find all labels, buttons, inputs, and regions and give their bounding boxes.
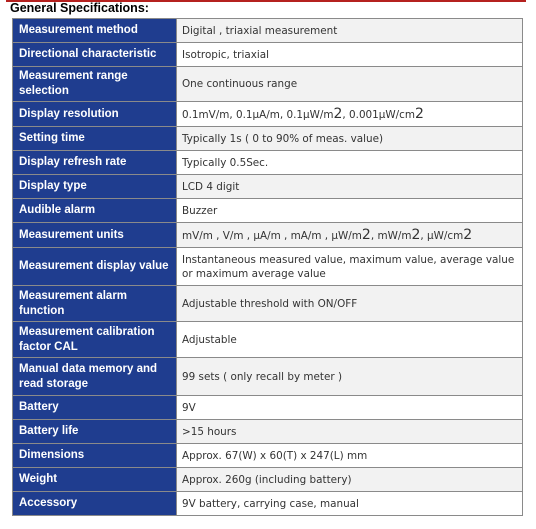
spec-label: Measurement calibration factor CAL — [13, 322, 177, 358]
spec-label: Battery life — [13, 420, 177, 444]
value-text: , mW/m — [370, 229, 412, 242]
spec-label: Setting time — [13, 127, 177, 151]
spec-value: Buzzer — [177, 199, 523, 223]
spec-value: Instantaneous measured value, maximum value, average value or maximum average value — [177, 248, 523, 286]
table-row — [13, 358, 523, 396]
table-row — [13, 199, 523, 223]
spec-label: Measurement range selection — [13, 67, 177, 102]
value-text: mV/m , V/m , μA/m , mA/m , μW/m — [182, 229, 362, 242]
spec-label: Accessory — [13, 492, 177, 516]
superscript-two: 2 — [333, 105, 343, 122]
spec-label: Weight — [13, 468, 177, 492]
spec-value: One continuous range — [177, 67, 523, 102]
spec-label: Measurement display value — [13, 248, 177, 286]
table-row — [13, 43, 523, 67]
spec-label: Dimensions — [13, 444, 177, 468]
superscript-two: 2 — [411, 226, 421, 243]
spec-value: Typically 0.5Sec. — [177, 151, 523, 175]
value-text: , μW/cm — [420, 229, 464, 242]
spec-value: 9V battery, carrying case, manual — [177, 492, 523, 516]
spec-label: Display resolution — [13, 102, 177, 127]
table-row — [13, 420, 523, 444]
table-row — [13, 175, 523, 199]
table-row — [13, 223, 523, 248]
table-row — [13, 67, 523, 102]
spec-label: Battery — [13, 396, 177, 420]
spec-label: Measurement alarm function — [13, 286, 177, 322]
value-text: 0.1mV/m, 0.1μA/m, 0.1μW/m — [182, 108, 334, 121]
spec-label: Directional characteristic — [13, 43, 177, 67]
table-row — [13, 396, 523, 420]
spec-label: Manual data memory and read storage — [13, 358, 177, 396]
table-row — [13, 444, 523, 468]
section-heading: General Specifications: — [10, 1, 149, 15]
table-row — [13, 248, 523, 286]
spec-value: LCD 4 digit — [177, 175, 523, 199]
spec-value: Adjustable threshold with ON/OFF — [177, 286, 523, 322]
table-row — [13, 127, 523, 151]
spec-value — [177, 102, 523, 127]
spec-value — [177, 223, 523, 248]
table-row — [13, 19, 523, 43]
spec-value: Typically 1s ( 0 to 90% of meas. value) — [177, 127, 523, 151]
superscript-two: 2 — [361, 226, 371, 243]
spec-value: 99 sets ( only recall by meter ) — [177, 358, 523, 396]
table-row — [13, 322, 523, 358]
spec-value: Approx. 67(W) x 60(T) x 247(L) mm — [177, 444, 523, 468]
spec-value: Approx. 260g (including battery) — [177, 468, 523, 492]
spec-label: Audible alarm — [13, 199, 177, 223]
spec-label: Display refresh rate — [13, 151, 177, 175]
spec-label: Display type — [13, 175, 177, 199]
table-row — [13, 102, 523, 127]
table-row — [13, 468, 523, 492]
spec-label: Measurement method — [13, 19, 177, 43]
value-text: , 0.001μW/cm — [342, 108, 415, 121]
spec-value: Adjustable — [177, 322, 523, 358]
table-row — [13, 151, 523, 175]
spec-value: >15 hours — [177, 420, 523, 444]
spec-value: 9V — [177, 396, 523, 420]
spec-value: Digital , triaxial measurement — [177, 19, 523, 43]
superscript-two: 2 — [415, 105, 424, 122]
spec-table — [12, 18, 523, 516]
table-row — [13, 492, 523, 516]
spec-label: Measurement units — [13, 223, 177, 248]
table-row — [13, 286, 523, 322]
spec-value: Isotropic, triaxial — [177, 43, 523, 67]
superscript-two: 2 — [463, 226, 473, 243]
